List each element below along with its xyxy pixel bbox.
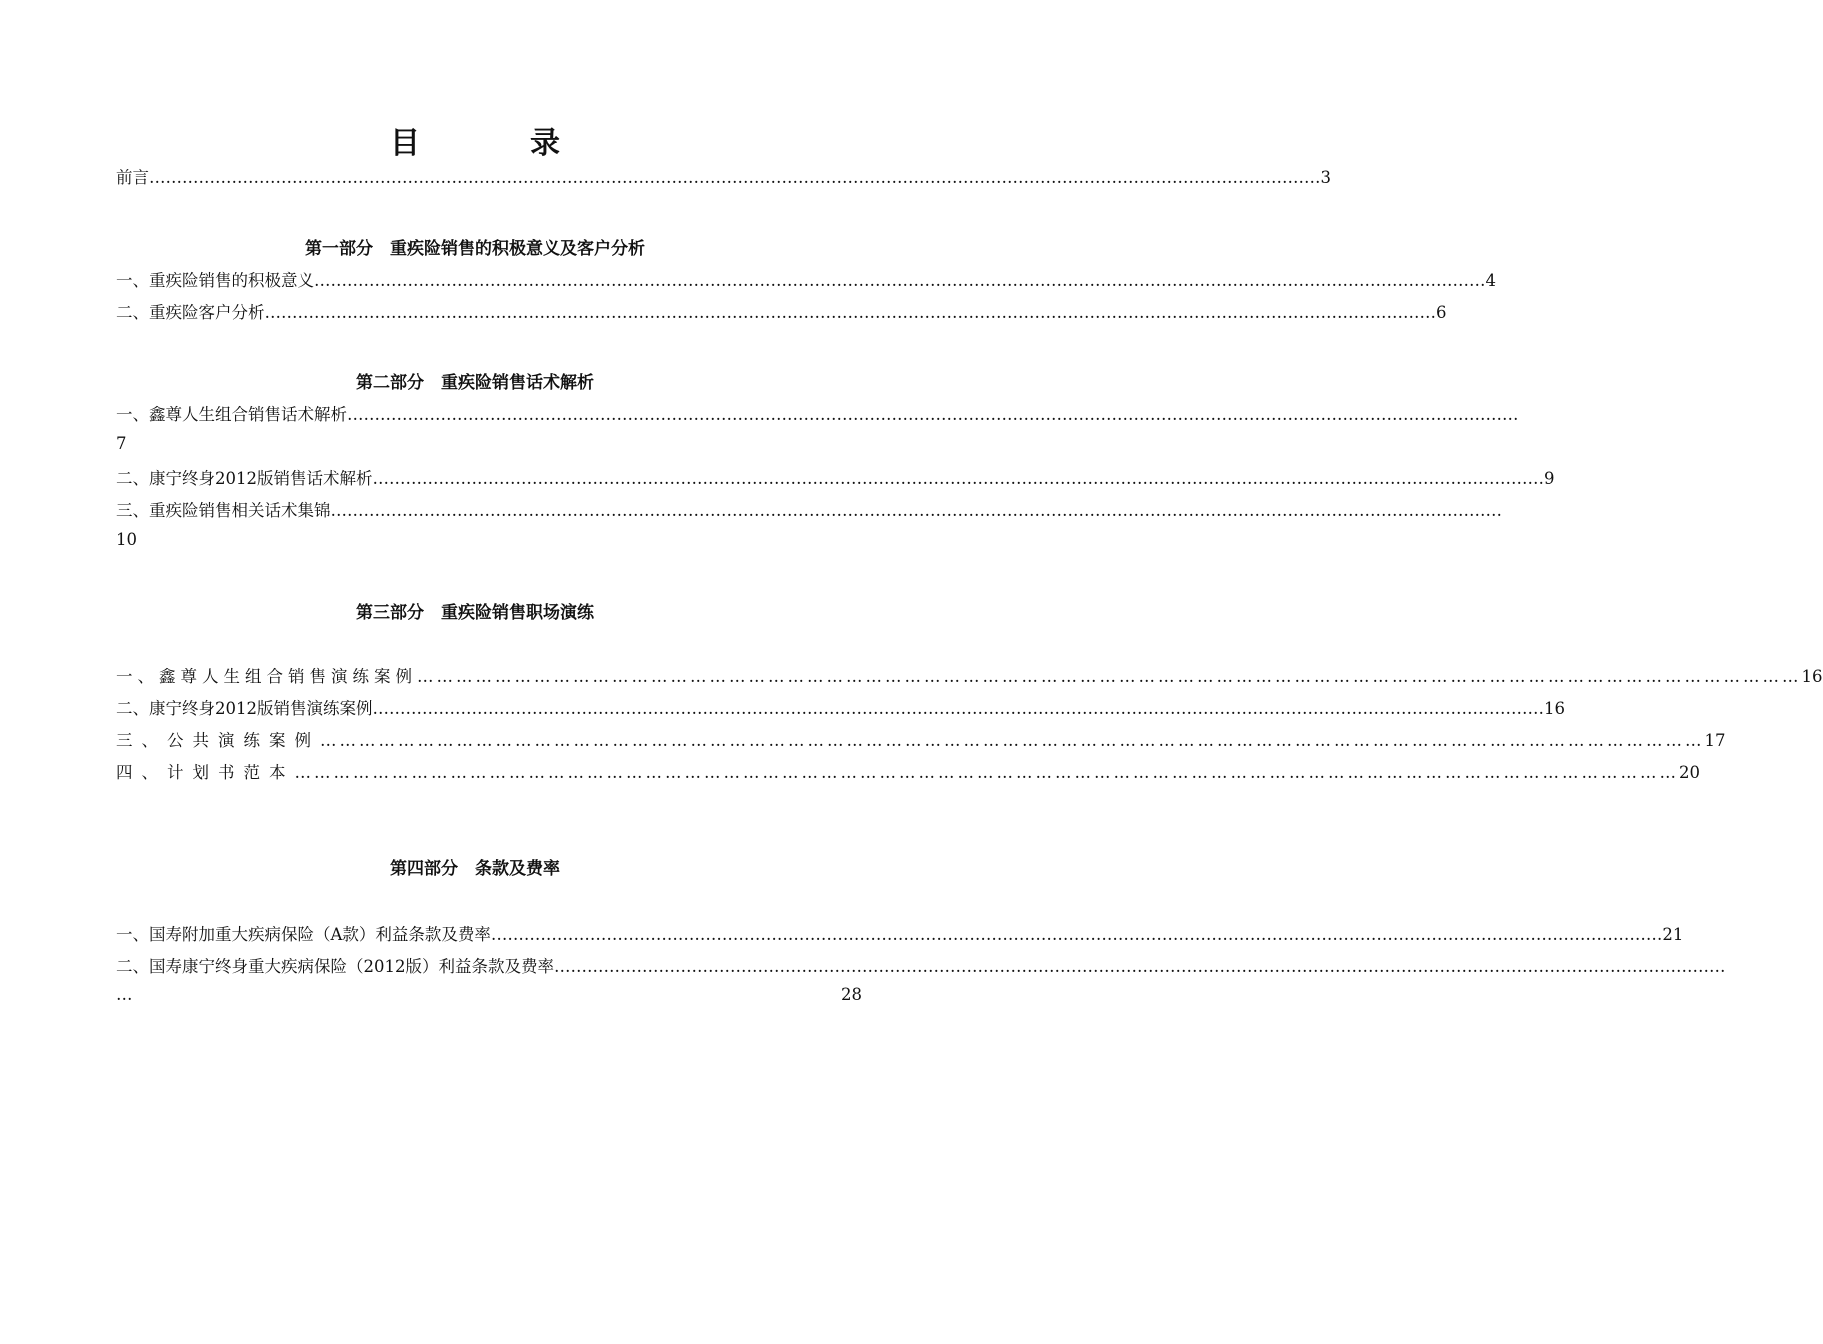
toc-entry-label: 二、国寿康宁终身重大疾病保险（2012版）利益条款及费率: [116, 957, 554, 976]
toc-entry-page: 16: [1801, 667, 1823, 686]
toc-entry[interactable]: [116, 465, 1555, 489]
dot-leader-continuation: …: [116, 985, 133, 1004]
toc-entry-label: 一、鑫尊人生组合销售演练案例: [116, 667, 417, 686]
dot-leader: ……………………………………………………………………………………………………………………………………………………………………………………………: [372, 469, 1544, 488]
dot-leader: ……………………………………………………………………………………………………………………………………………………………………………………………: [372, 699, 1544, 718]
toc-title: 目 录: [390, 126, 600, 161]
dot-leader: ……………………………………………………………………………………………………………………………………………………………………………………………: [417, 667, 1802, 686]
dot-leader: ……………………………………………………………………………………………………………………………………………………………………………………………: [490, 925, 1663, 944]
dot-leader: ……………………………………………………………………………………………………………………………………………………………………………………………: [320, 731, 1705, 750]
toc-entry-page: 20: [1679, 763, 1700, 782]
part-heading-4: 第四部分 条款及费率: [390, 859, 560, 879]
toc-entry-page: 3: [1320, 168, 1331, 187]
toc-entry[interactable]: [116, 401, 1519, 425]
toc-entry[interactable]: [116, 727, 1726, 751]
toc-entry-page: 10: [116, 530, 137, 549]
toc-entry-page: 4: [1485, 271, 1496, 290]
toc-entry-page: 17: [1704, 731, 1726, 750]
toc-entry-page: 7: [116, 434, 127, 453]
toc-entry[interactable]: [116, 921, 1684, 945]
toc-entry[interactable]: [116, 267, 1496, 291]
dot-leader: ……………………………………………………………………………………………………………………………………………………………………………………………: [149, 168, 1321, 187]
toc-entry-label: 二、康宁终身2012版销售演练案例: [116, 699, 373, 718]
dot-leader: ……………………………………………………………………………………………………………………………………………………………………………………………: [264, 303, 1436, 322]
toc-entry[interactable]: [116, 497, 1502, 521]
dot-leader: ……………………………………………………………………………………………………………………………………………………………………………………………: [554, 957, 1726, 976]
toc-entry-label: 一、国寿附加重大疾病保险（A款）利益条款及费率: [116, 925, 491, 944]
toc-entry-label: 一、重疾险销售的积极意义: [116, 271, 314, 290]
toc-entry-preface[interactable]: [116, 164, 1331, 188]
toc-entry[interactable]: [116, 953, 1726, 977]
toc-entry[interactable]: [116, 759, 1700, 783]
toc-entry-page: 6: [1436, 303, 1447, 322]
dot-leader: ……………………………………………………………………………………………………………………………………………………………………………………………: [314, 271, 1486, 290]
part-heading-3: 第三部分 重疾险销售职场演练: [356, 603, 594, 623]
toc-entry-page: 28: [841, 985, 862, 1004]
dot-leader: ……………………………………………………………………………………………………………………………………………………………………………………………: [294, 763, 1679, 782]
toc-entry-page: 9: [1544, 469, 1555, 488]
toc-entry[interactable]: [116, 695, 1565, 719]
toc-entry[interactable]: [116, 663, 1823, 687]
toc-entry-label: 二、重疾险客户分析: [116, 303, 265, 322]
part-heading-1: 第一部分 重疾险销售的积极意义及客户分析: [305, 239, 645, 259]
part-heading-2: 第二部分 重疾险销售话术解析: [356, 373, 594, 393]
toc-entry[interactable]: [116, 299, 1447, 323]
toc-entry-label: 四、计划书范本: [116, 763, 295, 782]
toc-entry-label: 二、康宁终身2012版销售话术解析: [116, 469, 373, 488]
toc-entry-page: 21: [1662, 925, 1684, 944]
toc-entry-label: 一、鑫尊人生组合销售话术解析: [116, 405, 347, 424]
toc-entry-label: 三、公共演练案例: [116, 731, 320, 750]
toc-entry-label: 前言: [116, 168, 149, 187]
toc-entry-page: 16: [1544, 699, 1565, 718]
dot-leader: ……………………………………………………………………………………………………………………………………………………………………………………………: [330, 501, 1502, 520]
dot-leader: ……………………………………………………………………………………………………………………………………………………………………………………………: [347, 405, 1519, 424]
toc-entry-label: 三、重疾险销售相关话术集锦: [116, 501, 331, 520]
